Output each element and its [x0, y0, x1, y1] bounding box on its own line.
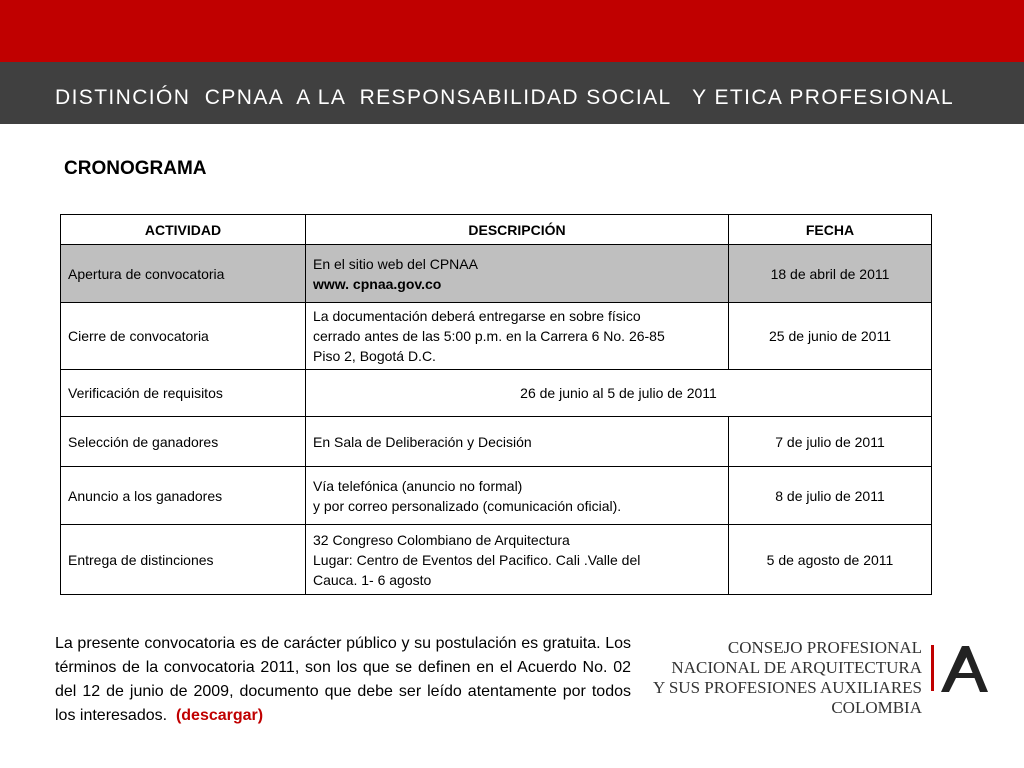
activity-cell: Cierre de convocatoria: [61, 303, 306, 370]
website-link[interactable]: www. cpnaa.gov.co: [313, 275, 442, 292]
table-row: [61, 525, 932, 595]
description-line: En Sala de Deliberación y Decisión: [313, 433, 532, 450]
description-cell: [306, 417, 729, 467]
description-line: Cauca. 1- 6 agosto: [313, 571, 432, 588]
date-cell: 25 de junio de 2011: [729, 303, 932, 370]
cpnaa-a-logo-icon: [938, 642, 992, 696]
table-row: [61, 417, 932, 467]
table-header-row: [61, 215, 932, 245]
description-line: Vía telefónica (anuncio no formal): [313, 477, 523, 494]
logo-line: CONSEJO PROFESIONAL: [727, 638, 922, 657]
description-line: y por correo personalizado (comunicación oficial).: [313, 497, 622, 514]
schedule-table: [60, 214, 932, 595]
description-line: Lugar: Centro de Eventos del Pacifico. Cali .Valle del: [313, 551, 641, 568]
organization-logo-text: [653, 638, 922, 718]
description-line: cerrado antes de las 5:00 p.m. en la Carrera 6 No. 26-85: [313, 328, 665, 344]
column-header-date: FECHA: [729, 215, 932, 245]
merged-date-cell: 26 de junio al 5 de julio de 2011: [306, 370, 932, 417]
description-line: 32 Congreso Colombiano de Arquitectura: [313, 531, 570, 548]
description-line: La documentación deberá entregarse en sobre físico: [313, 308, 641, 324]
date-cell: 7 de julio de 2011: [729, 417, 932, 467]
activity-cell: Verificación de requisitos: [61, 370, 306, 417]
table-row: [61, 467, 932, 525]
table-row: [61, 370, 932, 417]
activity-cell: Selección de ganadores: [61, 417, 306, 467]
date-cell: 18 de abril de 2011: [729, 245, 932, 303]
logo-line: NACIONAL DE ARQUITECTURA: [671, 658, 922, 677]
column-header-activity: ACTIVIDAD: [61, 215, 306, 245]
column-header-description: DESCRIPCIÓN: [306, 215, 729, 245]
description-line: Piso 2, Bogotá D.C.: [313, 348, 436, 364]
activity-cell: Anuncio a los ganadores: [61, 467, 306, 525]
intro-text: La presente convocatoria es de carácter público y su postulación es gratuita. Los términos de la convocatoria 2011, son los que se definen en el Acuerdo No. 02 del 12 de junio de 2009, documento que debe ser leído atentamente por todos los interesados.: [55, 635, 631, 724]
date-cell: 8 de julio de 2011: [729, 467, 932, 525]
intro-paragraph: [55, 632, 631, 728]
activity-cell: Apertura de convocatoria: [61, 245, 306, 303]
page-title: DISTINCIÓN CPNAA A LA RESPONSABILIDAD SOCIAL Y ETICA PROFESIONAL: [55, 86, 955, 109]
description-line: En el sitio web del CPNAA: [313, 255, 478, 272]
date-cell: 5 de agosto de 2011: [729, 525, 932, 595]
logo-line: Y SUS PROFESIONES AUXILIARES: [652, 678, 922, 697]
download-link[interactable]: (descargar): [175, 707, 264, 724]
description-cell: [306, 525, 729, 595]
section-title: CRONOGRAMA: [64, 158, 207, 179]
top-accent-band: [0, 0, 1024, 62]
logo-divider: [931, 645, 934, 691]
description-cell: [306, 303, 729, 370]
table-row: [61, 245, 932, 303]
table-row: [61, 303, 932, 370]
logo-line: COLOMBIA: [831, 698, 922, 717]
activity-cell: Entrega de distinciones: [61, 525, 306, 595]
description-cell: [306, 245, 729, 303]
description-cell: [306, 467, 729, 525]
